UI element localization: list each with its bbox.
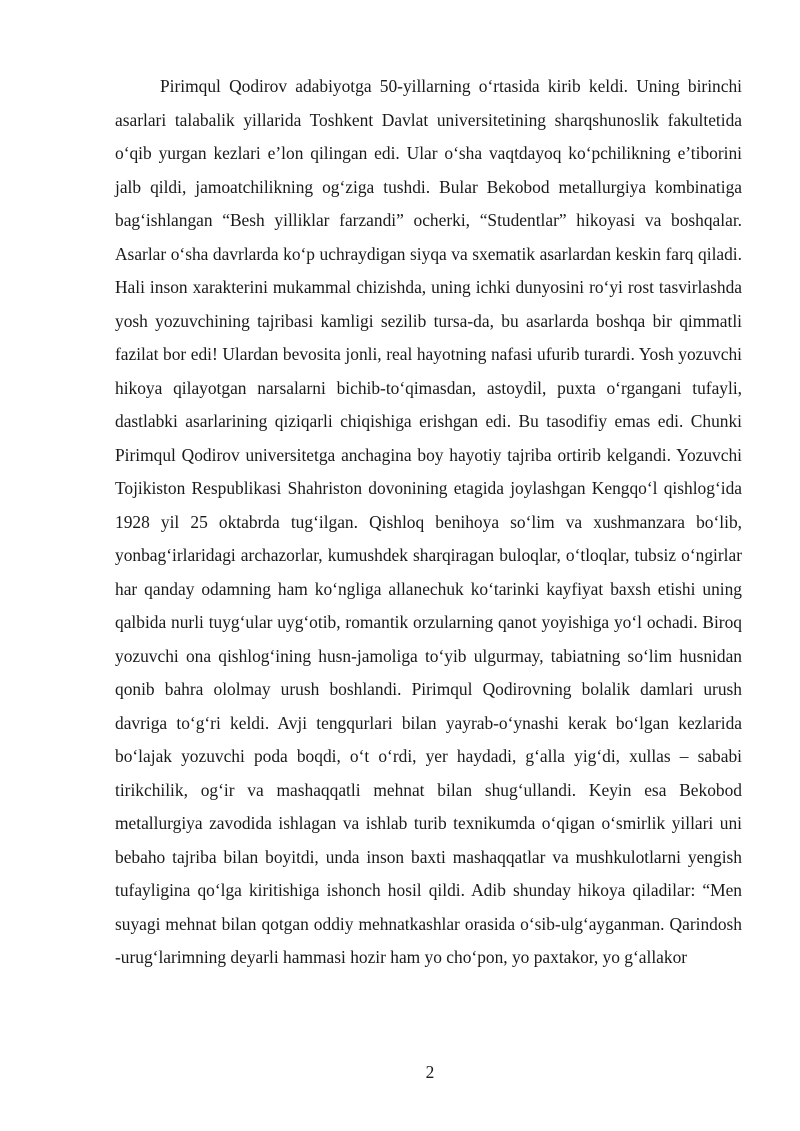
body-paragraph: Pirimqul Qodirov adabiyotga 50-yillarning o‘rtasida kirib keldi. Uning birinchi asarlari talabalik yillarida Toshkent Davlat universitetining sharqshunoslik fakultetida o‘qib yurgan kezlari e’lon qilingan edi. Ular o‘sha vaqtdayoq ko‘pchilikning e’tiborini jalb qildi, jamoatchilikning og‘ziga tushdi. Bular Bekobod metallurgiya kombinatiga bag‘ishlangan “Besh yilliklar farzandi” ocherki, “Studentlar” hikoyasi va boshqalar. Asarlar o‘sha davrlarda ko‘p uchraydigan siyqa va sxematik asarlardan keskin farq qiladi. Hali inson xarakterini mukammal chizishda, uning ichki dunyosini ro‘yi rost tasvirlashda yosh yozuvchining tajribasi kamligi sezilib tursa-da, bu asarlarda boshqa bir qimmatli fazilat bor edi! Ulardan bevosita jonli, real hayotning nafasi ufurib turardi. Yosh yozuvchi hikoya qilayotgan narsalarni bichib-to‘qimasdan, astoydil, puxta o‘rgangani tufayli, dastlabki asarlarining qiziqarli chiqishiga erishgan edi. Bu tasodifiy emas edi. Chunki Pirimqul Qodirov universitetga anchagina boy hayotiy tajriba ortirib kelgandi. Yozuvchi Tojikiston Respublikasi Shahriston dovonining etagida joylashgan Kengqo‘l qishlog‘ida 1928 yil 25 oktabrda tug‘ilgan. Qishloq benihoya so‘lim va xushmanzara bo‘lib, yonbag‘irlaridagi archazorlar, kumushdek sharqiragan buloqlar, o‘tloqlar, tubsiz o‘ngirlar har qanday odamning ham ko‘ngliga allanechuk ko‘tarinki kayfiyat baxsh etishi uning qalbida nurli tuyg‘ular uyg‘otib, romantik orzularning qanot yoyishiga yo‘l ochadi. Biroq yozuvchi ona qishlog‘ining husn-jamoliga to‘yib ulgurmay, tabiatning so‘lim husnidan qonib bahra ololmay urush boshlandi. Pirimqul Qodirovning bolalik damlari urush davriga to‘g‘ri keldi. Avji tengqurlari bilan yayrab-o‘ynashi kerak bo‘lgan kezlarida bo‘lajak yozuvchi poda boqdi, o‘t o‘rdi, yer haydadi, g‘alla yig‘di, xullas – sababi tirikchilik, og‘ir va mashaqqatli mehnat bilan shug‘ullandi. Keyin esa Bekobod metallurgiya zavodida ishlagan va ishlab turib texnikumda o‘qigan o‘smirlik yillari uni bebaho tajriba bilan boyitdi, unda inson baxti mashaqqatlar va mushkulotlarni yengish tufayligina qo‘lga kiritishiga ishonch hosil qildi. Adib shunday hikoya qiladilar: “Men suyagi mehnat bilan qotgan oddiy mehnatkashlar orasida o‘sib-ulg‘ayganman. Qarindosh -urug‘larimning deyarli hammasi hozir ham yo cho‘pon, yo paxtakor, yo g‘allakor (115, 76, 742, 967)
page-number: 2 (425, 1062, 435, 1082)
